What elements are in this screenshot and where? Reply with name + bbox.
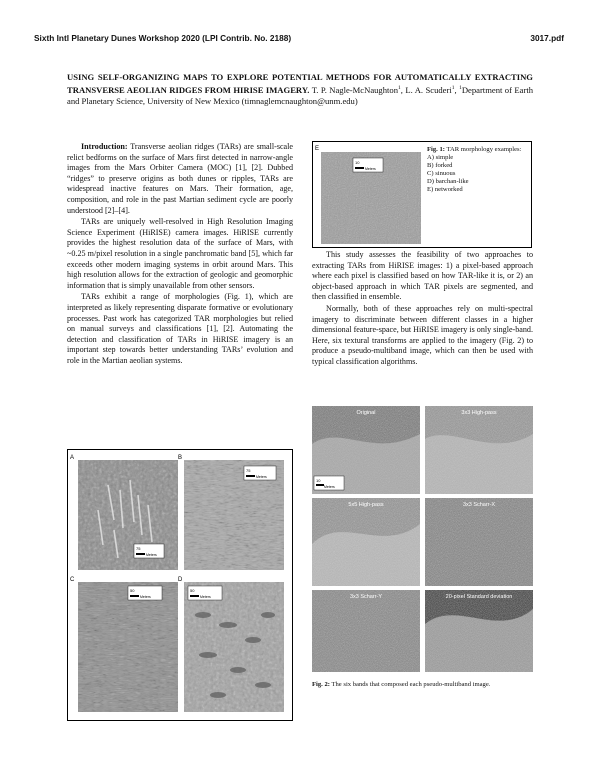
fig2-panel-label: 5x5 High-pass <box>348 502 384 508</box>
fig1-scale-unit: Meters <box>146 553 157 557</box>
fig1-panel-a <box>70 455 178 570</box>
fig2-caption-head: Fig. 2: <box>312 681 330 688</box>
fig2-panel-label: 3x3 Scharr-X <box>462 502 496 508</box>
figure-1-grid <box>67 449 293 721</box>
fig2-caption <box>312 681 533 689</box>
fig1-panel-c <box>70 577 178 712</box>
fig1-scale-value: 50 <box>190 588 195 593</box>
figure-1-panel-e <box>312 141 532 248</box>
fig1-scale-unit: Meters <box>365 167 376 171</box>
author-1: T. P. Nagle-McNaughton <box>311 85 399 96</box>
fig2-panel-std-dev <box>425 590 533 672</box>
fig2-panel-label: 3x3 Scharr-Y <box>349 594 383 600</box>
fig2-panel-original <box>312 406 420 494</box>
fig1-scale-value: 50 <box>130 588 135 593</box>
fig1-scale-unit: Meters <box>200 595 211 599</box>
fig1-scale-value: 75 <box>136 546 141 551</box>
intro-heading: Introduction: <box>81 142 128 151</box>
affil-sup: 1 <box>459 85 462 92</box>
intro-text: Transverse aeolian ridges (TARs) are small-scale relict bedforms on the surface of Mars first detected in narrow-angle images from the Mars Orbiter Camera (MOC) [1], [2]. Dubbed “ridges” to preserve origins as both dunes or ripples, TARs are widespread inactive features on Mars. Their formation, age, composition, and role in the past Martian sediment cycle are poorly understood [2]–[4]. <box>67 142 293 215</box>
fig1-panel-label: D <box>178 577 183 583</box>
author-2: , L. A. Scuderi <box>400 85 452 96</box>
left-column <box>67 142 293 367</box>
paragraph-5: Normally, both of these approaches rely on multi-spectral imagery to discriminate between different classes in a higher dimensional feature-space, but HiRISE imagery is only single-band. Here, six textural transforms are applied to the imagery (Fig. 2) to produce a pseudo-multiband image, which can then be used with typical classification algorithms. <box>312 303 533 366</box>
fig1-caption <box>427 146 529 195</box>
fig2-caption-text: The six bands that composed each pseudo-multiband image. <box>329 681 491 688</box>
affiliation: Department of Earth and Planetary Science, University of New Mexico (timnaglemcnaughton@unm.edu) <box>67 85 534 107</box>
fig1-panel-label: B <box>178 455 183 461</box>
page-number: 3017.pdf <box>530 33 564 43</box>
fig1-panel-e-label: E <box>315 146 320 152</box>
fig1-item: C) sinuous <box>427 170 456 178</box>
fig1-panel-d <box>178 577 284 712</box>
fig2-panel-highpass-3x3 <box>425 406 533 494</box>
fig1-scale-value: 10 <box>355 160 360 165</box>
fig1-panel-label: A <box>70 455 75 461</box>
fig1-panel-b <box>178 455 284 570</box>
fig2-panel-highpass-5x5 <box>312 498 420 586</box>
fig1-caption-head: Fig. 1: <box>427 146 445 153</box>
intro-paragraph <box>67 142 293 216</box>
fig2-panel-scharr-y <box>312 590 420 672</box>
fig2-panel-label: 3x3 High-pass <box>461 410 497 416</box>
figure-2 <box>312 404 533 674</box>
paper-title: USING SELF-ORGANIZING MAPS TO EXPLORE POTENTIAL METHODS FOR AUTOMATICALLY EXTRACTING TRANSVERSE AEOLIAN RIDGES FROM HIRISE IMAGERY. <box>67 72 533 96</box>
fig1-item: A) simple <box>427 154 454 162</box>
title-block <box>67 72 533 107</box>
fig2-panel-label: 20-pixel Standard deviation <box>445 594 513 600</box>
fig1-panel-label: C <box>70 577 75 583</box>
fig1-scale-unit: Meters <box>256 475 267 479</box>
fig2-scale-value: 10 <box>316 478 321 483</box>
fig2-scale-unit: Meters <box>324 485 335 489</box>
affil-sep: , <box>454 85 460 96</box>
fig1-item: D) barchan-like <box>427 178 469 186</box>
right-column <box>312 250 533 369</box>
running-header: Sixth Intl Planetary Dunes Workshop 2020 (LPI Contrib. No. 2188) <box>34 33 292 43</box>
affil-sup: 1 <box>398 85 401 92</box>
fig1-caption-text: TAR morphology examples: <box>444 146 522 153</box>
paragraph-2: TARs are uniquely well-resolved in High Resolution Imaging Science Experiment (HiRISE) camera images. HiRISE currently provides the highest resolution data of the surface of Mars, with ~0.25 m/pixel resolution in a single panchromatic band [5], which far exceeds other modern imaging systems in orbit around Mars. This high resolution allows for the extraction of geologic and geomorphic information that is simply unavailable from other sensors. <box>67 217 293 290</box>
fig1-item: B) forked <box>427 162 453 170</box>
fig1-item: E) networked <box>427 186 463 194</box>
fig2-panel-scharr-x <box>425 498 533 586</box>
fig2-panel-label: Original <box>356 410 376 416</box>
paragraph-4: This study assesses the feasibility of two approaches to extracting TARs from HiRISE images: 1) a pixel-based approach where each pixel is classified based on how TAR-like it is, or 2) an object-based approach in which TAR pixels are segmented, and then classified in ensemble. <box>312 250 533 302</box>
affil-sup: 1 <box>451 85 455 92</box>
fig1-scale-unit: Meters <box>140 595 151 599</box>
paragraph-3: TARs exhibit a range of morphologies (Fig. 1), which are interpreted as likely representing disparate formative or evolutionary processes. Past work has categorized TAR morphologies but relied on manual surveys and classifications [1], [2]. Automating the detection and classification of TARs in HiRISE imagery is an important step towards better understanding TARs’ evolution and role in the Martian aeolian systems. <box>67 292 293 365</box>
fig1-scale-value: 75 <box>246 468 251 473</box>
